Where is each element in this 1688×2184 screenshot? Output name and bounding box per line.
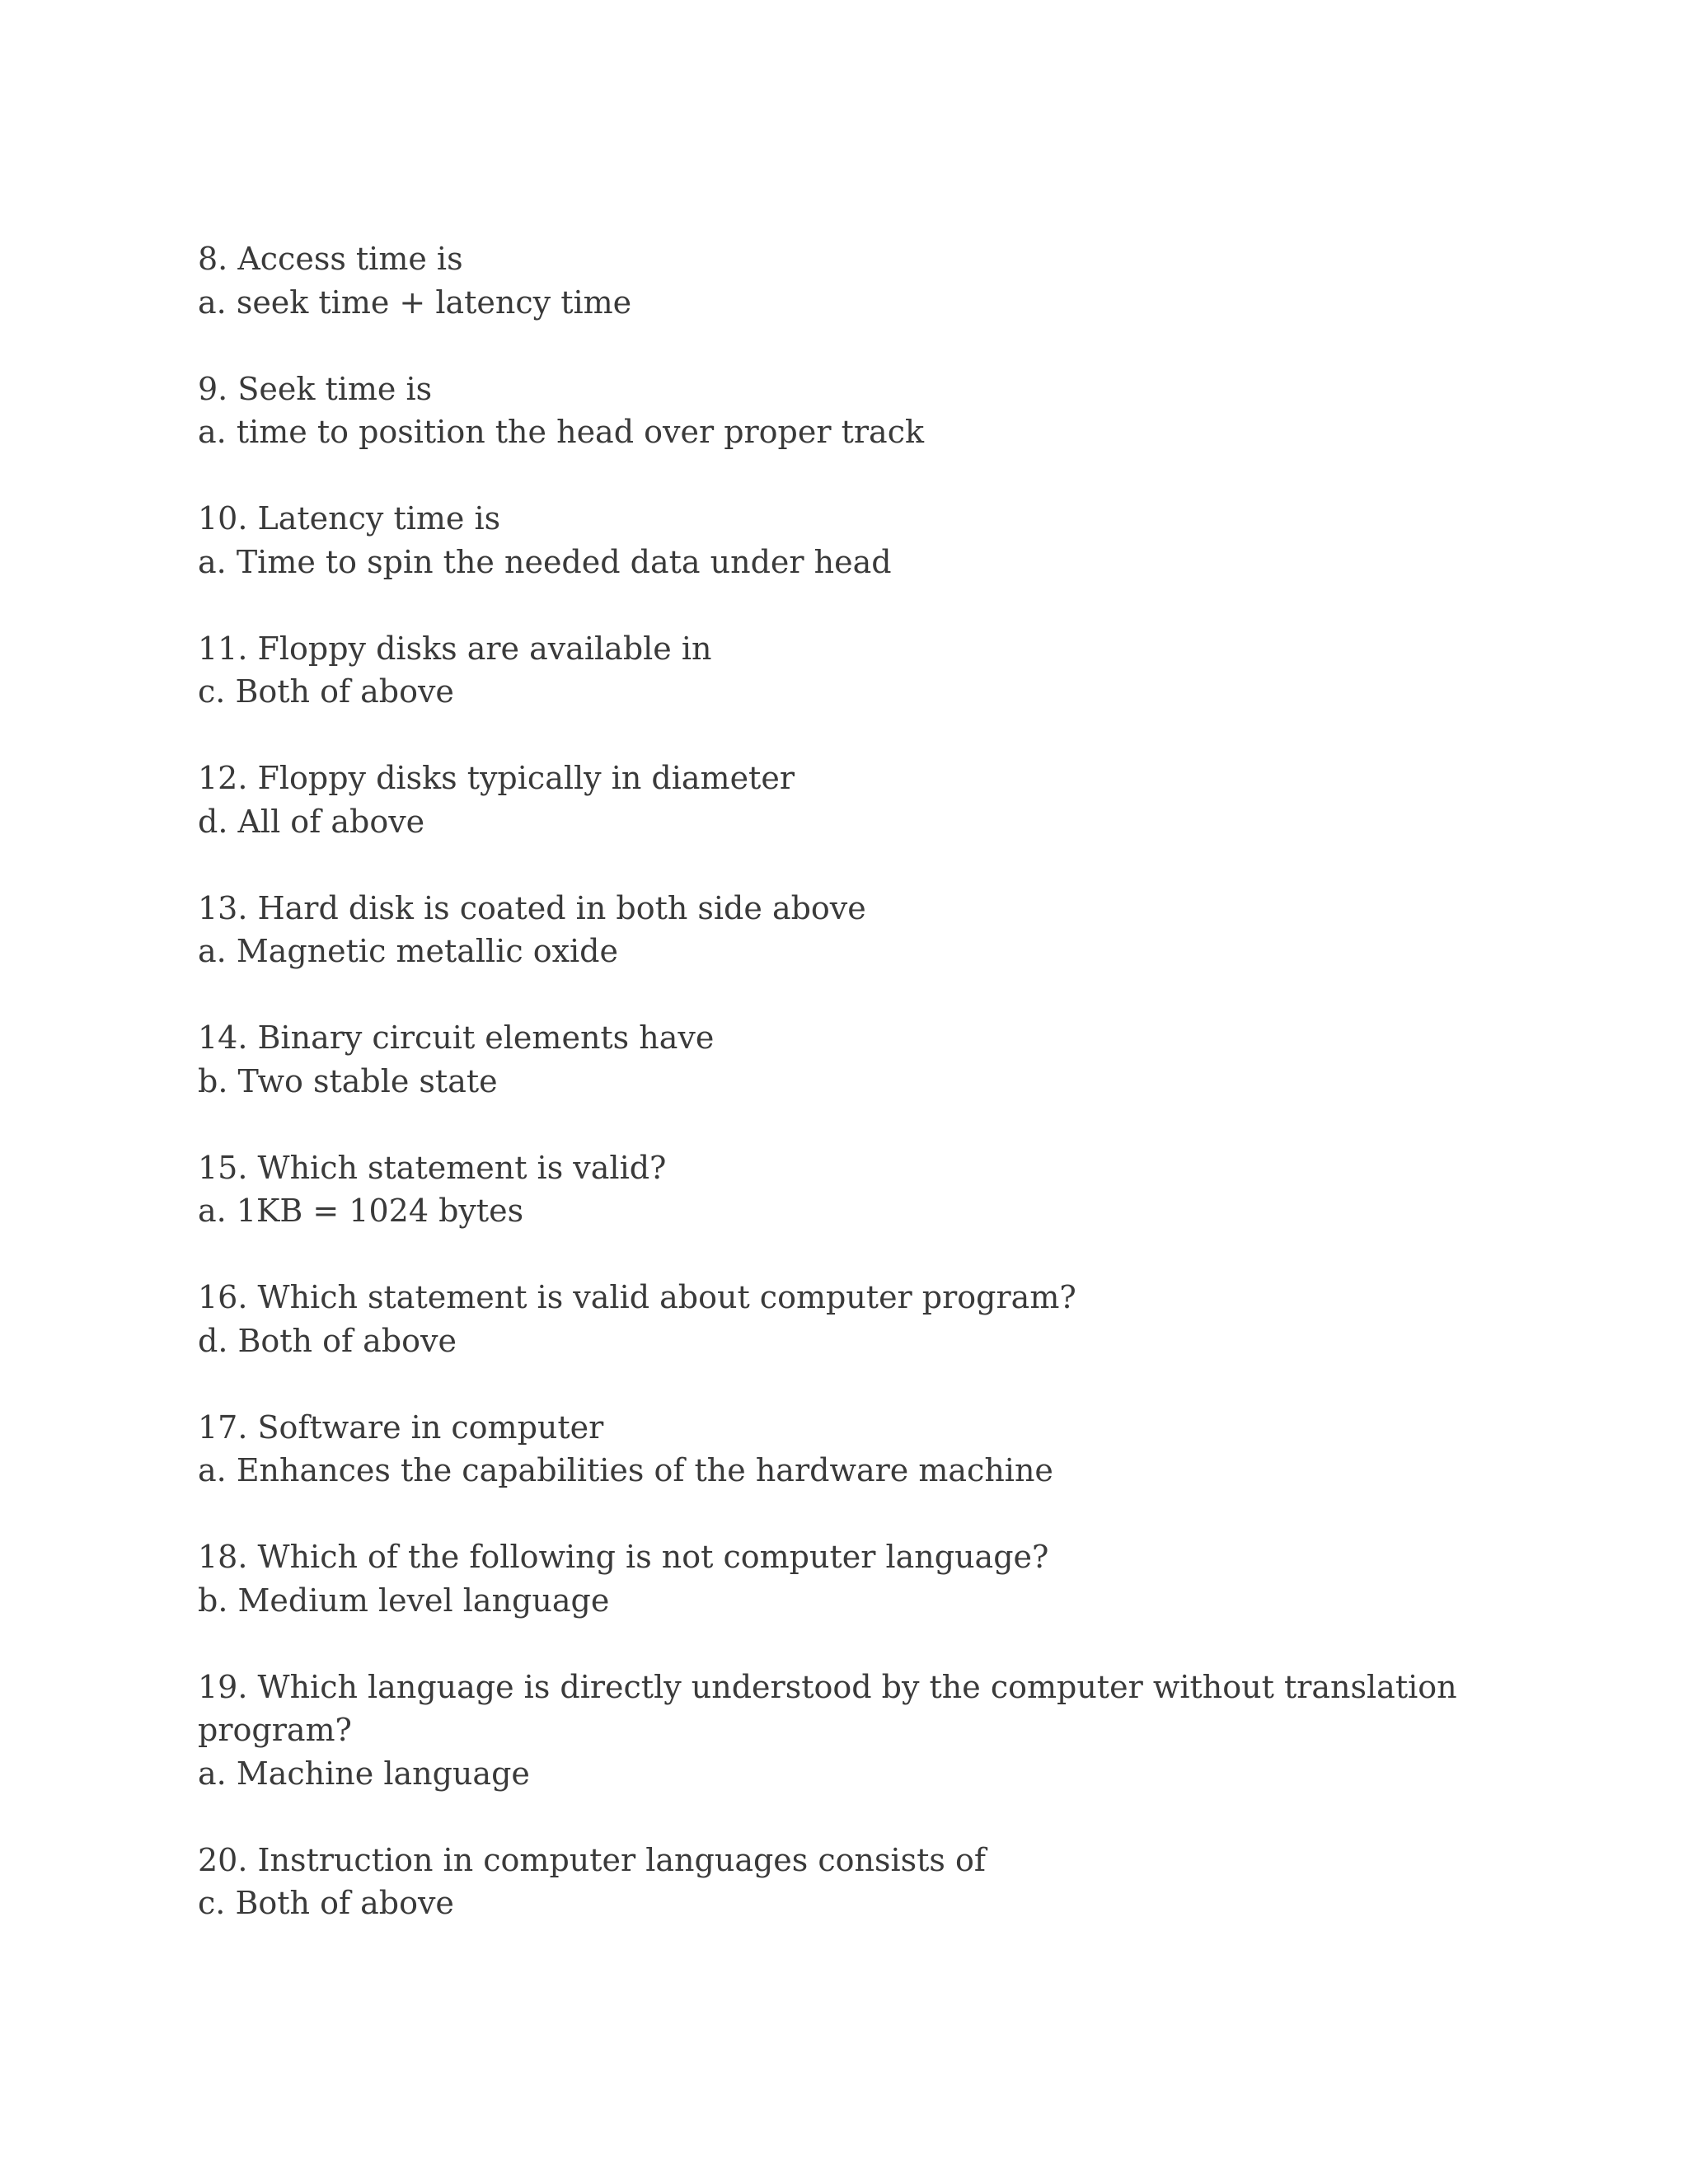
question-item-13 xyxy=(198,887,1484,973)
answer-text: a. Machine language xyxy=(198,1755,530,1792)
question-item-14 xyxy=(198,1016,1484,1103)
question-text: 16. Which statement is valid about computer program? xyxy=(198,1279,1076,1315)
answer-text: b. Two stable state xyxy=(198,1062,498,1099)
question-text: 15. Which statement is valid? xyxy=(198,1149,667,1186)
question-item-11 xyxy=(198,627,1484,714)
question-item-18 xyxy=(198,1535,1484,1622)
question-text: 9. Seek time is xyxy=(198,370,433,407)
answer-text: a. Magnetic metallic oxide xyxy=(198,933,618,969)
question-text: 18. Which of the following is not computer language? xyxy=(198,1539,1049,1575)
question-list xyxy=(198,237,1484,1968)
question-item-20 xyxy=(198,1839,1484,1925)
answer-text: d. Both of above xyxy=(198,1322,457,1359)
answer-text: c. Both of above xyxy=(198,673,454,710)
question-text: 17. Software in computer xyxy=(198,1408,604,1446)
question-item-10 xyxy=(198,497,1484,583)
question-item-17 xyxy=(198,1406,1484,1493)
question-item-8 xyxy=(198,237,1484,324)
answer-text: b. Medium level language xyxy=(198,1582,610,1619)
answer-text: c. Both of above xyxy=(198,1885,454,1921)
question-text: 13. Hard disk is coated in both side above xyxy=(198,889,866,926)
question-item-12 xyxy=(198,757,1484,843)
question-text: 19. Which language is directly understood by the computer without translation program? xyxy=(198,1668,1457,1748)
question-item-15 xyxy=(198,1146,1484,1233)
question-text: 8. Access time is xyxy=(198,241,463,277)
answer-text: d. All of above xyxy=(198,803,425,840)
question-item-16 xyxy=(198,1276,1484,1362)
answer-text: a. Time to spin the needed data under head xyxy=(198,543,892,580)
answer-text: a. time to position the head over proper track xyxy=(198,414,925,450)
question-item-9 xyxy=(198,368,1484,454)
question-text: 20. Instruction in computer languages consists of xyxy=(198,1841,986,1878)
answer-text: a. Enhances the capabilities of the hardware machine xyxy=(198,1452,1053,1488)
question-item-19 xyxy=(198,1666,1484,1796)
question-text: 10. Latency time is xyxy=(198,500,501,537)
answer-text: a. 1KB = 1024 bytes xyxy=(198,1193,524,1229)
answer-text: a. seek time + latency time xyxy=(198,284,632,321)
question-text: 12. Floppy disks typically in diameter xyxy=(198,760,795,796)
question-text: 11. Floppy disks are available in xyxy=(198,630,712,667)
question-text: 14. Binary circuit elements have xyxy=(198,1019,715,1056)
